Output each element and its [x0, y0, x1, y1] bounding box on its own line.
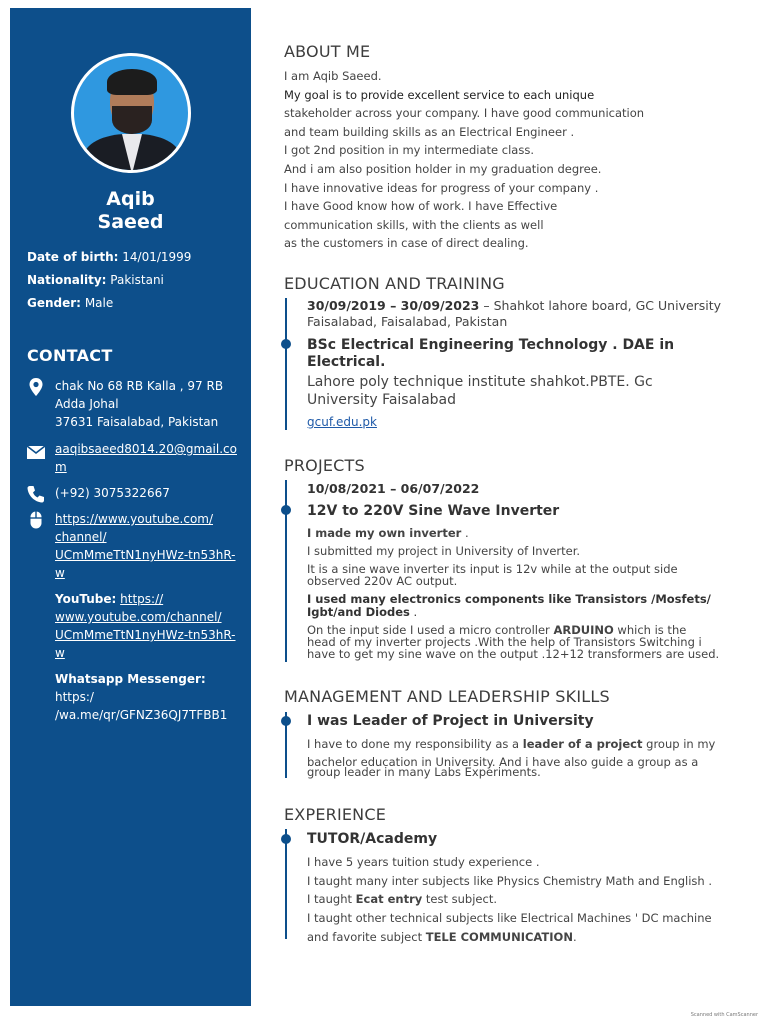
sidebar	[10, 8, 251, 1006]
education-timeline	[285, 298, 287, 430]
scanner-watermark: Scanned with CamScanner	[690, 1012, 758, 1018]
experience-timeline	[285, 829, 287, 939]
location-pin-icon	[26, 377, 46, 397]
nationality	[27, 272, 164, 288]
project-title: 12V to 220V Sine Wave Inverter	[307, 503, 560, 519]
whatsapp-label: Whatsapp Messenger:	[55, 672, 206, 686]
project-line-1: I made my own inverter .	[307, 526, 469, 540]
management-text-end: group leader in many Labs Experiments.	[307, 765, 541, 779]
education-bullet	[281, 339, 291, 349]
management-bullet	[281, 716, 291, 726]
management-text: I have to done my responsibility as a leader of a project group in my bachelor education in University. And i have also guide a group as a	[307, 737, 716, 769]
project-line-2: I submitted my project in University of Inverter.	[307, 544, 581, 558]
projects-dates: 10/08/2021 – 06/07/2022	[307, 481, 480, 496]
dob-label: Date of birth:	[27, 250, 119, 264]
project-line-3: It is a sine wave inverter its input is 12v while at the output side observed 220v AC output.	[307, 562, 678, 588]
education-institute: Lahore poly technique institute shahkot.PBTE. Gc University Faisalabad	[307, 374, 653, 408]
gender-label: Gender:	[27, 296, 81, 310]
website-link[interactable]: https://www.youtube.com/ channel/ UCmMmeTtN1nyHWz-tn53hR- w	[55, 512, 236, 580]
management-entry-title: I was Leader of Project in University	[307, 713, 594, 729]
projects-heading: PROJECTS	[284, 456, 365, 475]
phone-number: (+92) 3075322667	[55, 486, 170, 500]
phone-icon	[26, 484, 46, 504]
education-heading: EDUCATION AND TRAINING	[284, 274, 505, 293]
whatsapp-link[interactable]: https:/	[55, 690, 94, 704]
contact-heading: CONTACT	[27, 346, 113, 365]
dob	[27, 249, 191, 265]
project-line-4: I used many electronics components like Transistors /Mosfets/ Igbt/and Diodes .	[307, 592, 711, 619]
last-name: Saeed	[97, 211, 164, 233]
dob-value: 14/01/1999	[122, 250, 192, 264]
gender-value: Male	[84, 296, 114, 310]
project-line-5: On the input side I used a micro controller ARDUINO which is the head of my inverter projects .With the help of Transistors Switching i have to get my sine wave on the output .12+12 transformers are used.	[307, 623, 720, 661]
mouse-icon	[26, 510, 46, 530]
experience-heading: EXPERIENCE	[284, 805, 387, 824]
youtube-entry: YouTube: https:// www.youtube.com/channel/ UCmMmeTtN1nyHWz-tn53hR- w	[55, 592, 236, 660]
projects-bullet	[281, 505, 291, 515]
education-link[interactable]: gcuf.edu.pk	[307, 415, 377, 429]
nationality-value: Pakistani	[110, 273, 164, 287]
gender	[27, 295, 113, 311]
whatsapp-entry: Whatsapp Messenger: https:/ /wa.me/qr/GFNZ36QJ7TFBB1	[55, 672, 228, 722]
experience-bullet	[281, 834, 291, 844]
envelope-icon	[26, 442, 46, 462]
email-link[interactable]: aaqibsaeed8014.20@gmail.co m	[55, 442, 237, 474]
management-heading: MANAGEMENT AND LEADERSHIP SKILLS	[284, 687, 610, 706]
first-name: Aqib	[106, 188, 155, 210]
nationality-label: Nationality:	[27, 273, 107, 287]
about-text: I am Aqib Saeed. My goal is to provide excellent service to each unique stakeholder across your company. I have good communication and team building skills as an Electrical Engineer . I got 2nd position in my intermediate class. And i am also position holder in my graduation degree. I have innovative ideas for progress of your company . I have Good know how of work. I have Effective communication skills, with the clients as well as the customers in case of direct dealing.	[284, 69, 645, 251]
experience-text: I have 5 years tuition study experience . I taught many inter subjects like Physics Chemistry Math and English . I taught Ecat entry test subject. I taught other technical subjects like Electrical Machines ' DC machine and favorite subject TELE COMMUNICATION.	[307, 855, 713, 944]
youtube-link[interactable]: https://	[120, 592, 164, 606]
profile-photo	[71, 53, 191, 173]
education-dates-place: 30/09/2019 – 30/09/2023 – Shahkot lahore board, GC University Faisalabad, Faisalabad, Pakistan	[307, 298, 722, 329]
youtube-label: YouTube:	[55, 592, 117, 606]
experience-entry-title: TUTOR/Academy	[307, 831, 438, 847]
address: chak No 68 RB Kalla , 97 RB Adda Johal 37631 Faisalabad, Pakistan	[55, 379, 224, 429]
education-degree: BSc Electrical Engineering Technology . DAE in Electrical.	[307, 337, 675, 370]
about-heading: ABOUT ME	[284, 42, 371, 61]
